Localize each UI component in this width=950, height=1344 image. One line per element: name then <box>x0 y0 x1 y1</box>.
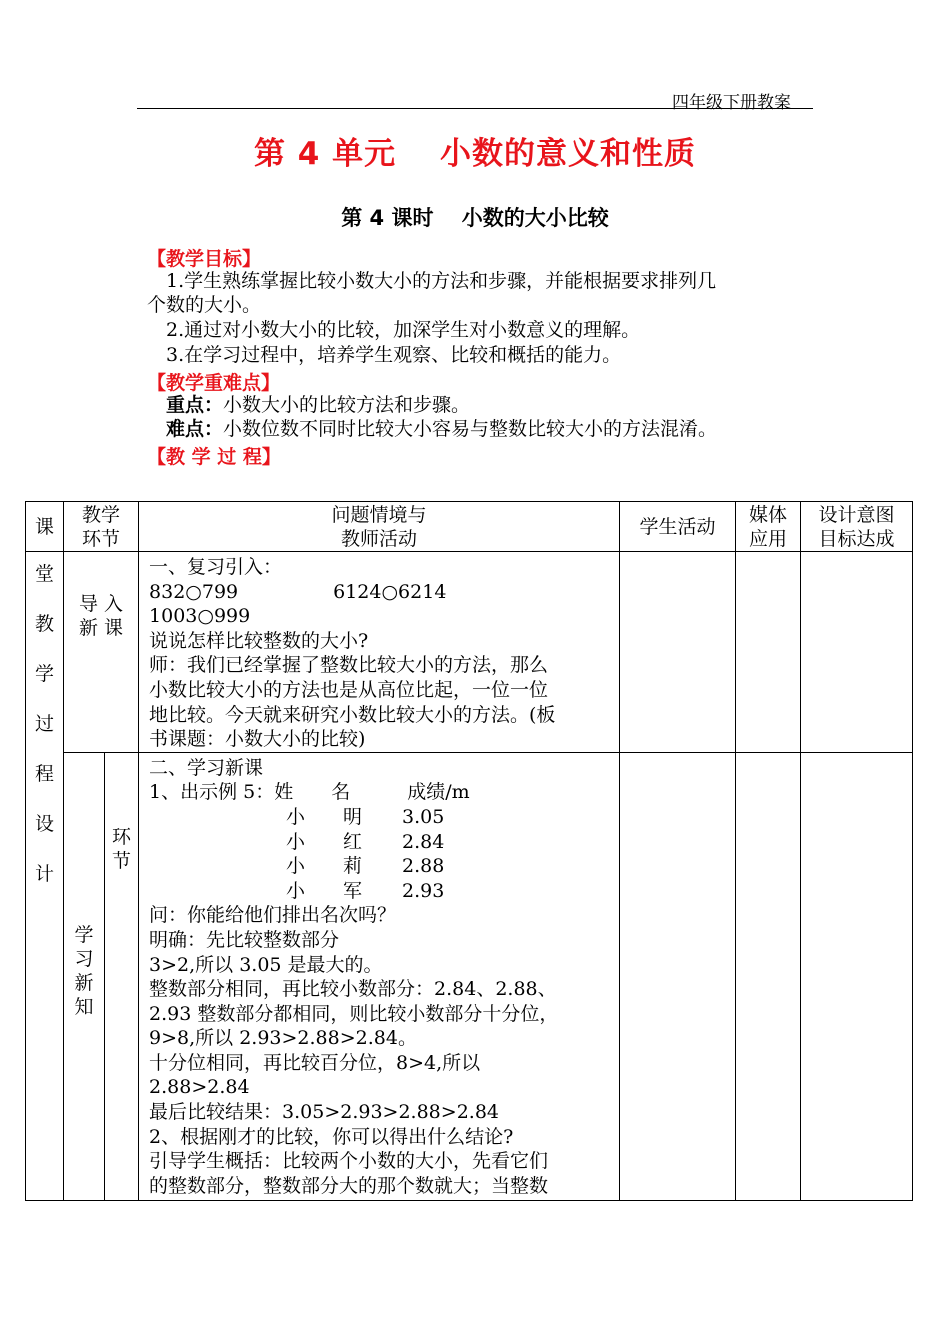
header-design <box>801 502 913 552</box>
side-char: 程 <box>34 763 54 785</box>
content-line: 1003○999 <box>149 605 251 628</box>
content-line: 1、出示例 5：姓 名 成绩/m <box>149 781 470 804</box>
student-activity-cell <box>620 752 736 1200</box>
content-line: 地比较。今天就来研究小数比较大小的方法。(板 <box>149 703 556 726</box>
content-line: 整数部分相同，再比较小数部分：2.84、2.88、 <box>149 978 557 1001</box>
sub-stage-char: 环 <box>112 825 132 848</box>
stage-new-knowledge <box>64 752 105 1200</box>
student-activity-cell <box>620 552 736 753</box>
content-line: 2、根据刚才的比较，你可以得出什么结论? <box>149 1125 514 1148</box>
key-points-heading: 【教学重难点】 <box>147 372 281 394</box>
lesson-title: 第 4 课时 小数的大小比较 <box>341 206 609 230</box>
goal-line: 1.学生熟练掌握比较小数大小的方法和步骤，并能根据要求排列几 <box>166 270 717 292</box>
content-line: 最后比较结果：3.05>2.93>2.88>2.84 <box>149 1101 499 1124</box>
goal-line: 3.在学习过程中，培养学生观察、比较和概括的能力。 <box>166 344 622 366</box>
stage-intro-line2: 新 课 <box>78 617 124 639</box>
stage-char: 习 <box>74 947 94 970</box>
header-activity-line2: 教师活动 <box>341 527 418 550</box>
sub-stage <box>105 752 139 1200</box>
header-media-line1: 媒体 <box>749 503 788 526</box>
content-line: 问：你能给他们排出名次吗？ <box>149 904 397 927</box>
unit-title: 第 4 单元 小数的意义和性质 <box>254 136 696 172</box>
content-line: 说说怎样比较整数的大小? <box>149 629 369 652</box>
design-cell <box>801 552 913 753</box>
goal-line: 2.通过对小数大小的比较，加深学生对小数意义的理解。 <box>166 319 641 341</box>
goal-line: 个数的大小。 <box>147 294 262 316</box>
difficulty-line <box>166 417 717 441</box>
student-score: 3.05 <box>402 805 445 828</box>
media-cell <box>736 552 801 753</box>
intro-content <box>139 552 620 753</box>
student-name: 小 莉 <box>286 855 363 878</box>
content-line: 的整数部分，整数部分大的那个数就大；当整数 <box>149 1174 549 1197</box>
content-line: 十分位相同，再比较百分位，8>4,所以 <box>149 1051 481 1074</box>
stage-intro-line1: 导 入 <box>78 593 124 615</box>
difficulty-label: 难点： <box>166 418 224 440</box>
media-cell <box>736 752 801 1200</box>
focus-line <box>166 393 470 417</box>
focus-label: 重点： <box>166 394 224 416</box>
design-cell <box>801 752 913 1200</box>
student-name: 小 军 <box>286 879 363 902</box>
content-line: 9>8,所以 2.93>2.88>2.84。 <box>149 1027 417 1050</box>
table-row-new-knowledge <box>26 752 913 1200</box>
header-stage <box>64 502 139 552</box>
content-line: 2.93 整数部分都相同，则比较小数部分十分位， <box>149 1002 559 1025</box>
side-char: 教 <box>34 613 54 635</box>
student-score-row <box>149 854 619 879</box>
side-char: 计 <box>34 863 54 885</box>
student-name: 小 明 <box>286 805 363 828</box>
student-score: 2.84 <box>402 830 445 853</box>
content-line: 师：我们已经掌握了整数比较大小的方法，那么 <box>149 654 549 677</box>
document-label: 四年级下册教案 <box>672 93 791 113</box>
process-heading: 【教 学 过 程】 <box>147 446 281 468</box>
student-name: 小 红 <box>286 830 363 853</box>
header-activity-line1: 问题情境与 <box>331 503 427 526</box>
stage-intro <box>64 552 139 753</box>
header-activity <box>139 502 620 552</box>
header-divider <box>137 108 813 109</box>
focus-text: 小数大小的比较方法和步骤。 <box>223 394 471 416</box>
difficulty-text: 小数位数不同时比较大小容易与整数比较大小的方法混淆。 <box>223 418 718 440</box>
header-stage-line2: 环节 <box>82 527 121 550</box>
header-design-line1: 设计意图 <box>818 503 895 526</box>
content-line: 小数比较大小的方法也是从高位比起，一位一位 <box>149 678 549 701</box>
table-header-row <box>26 502 913 552</box>
side-char: 学 <box>34 663 54 685</box>
stage-char: 学 <box>74 923 94 946</box>
header-student-activity: 学生活动 <box>620 502 736 552</box>
content-line: 832○799 6124○6214 <box>149 580 447 603</box>
student-score-row <box>149 830 619 855</box>
lesson-plan-table <box>25 501 913 1201</box>
content-line: 3>2,所以 3.05 是最大的。 <box>149 953 383 976</box>
goals-heading: 【教学目标】 <box>147 248 262 270</box>
header-design-line2: 目标达成 <box>818 527 895 550</box>
stage-char: 新 <box>74 971 94 994</box>
content-line: 2.88>2.84 <box>149 1076 250 1099</box>
content-line: 二、学习新课 <box>149 756 264 779</box>
content-line: 书课题：小数大小的比较) <box>149 728 366 751</box>
header-media <box>736 502 801 552</box>
side-char: 堂 <box>34 563 54 585</box>
header-stage-line1: 教学 <box>82 503 121 526</box>
header-ketang: 课 <box>26 502 64 552</box>
student-score-row <box>149 879 619 904</box>
table-row-intro <box>26 552 913 753</box>
stage-char: 知 <box>74 995 94 1018</box>
content-line: 引导学生概括：比较两个小数的大小，先看它们 <box>149 1150 549 1173</box>
side-char: 过 <box>34 713 54 735</box>
content-line: 明确：先比较整数部分 <box>149 928 340 951</box>
new-knowledge-content <box>139 752 620 1200</box>
side-char: 设 <box>34 813 54 835</box>
side-label-column <box>26 552 64 1201</box>
header-media-line2: 应用 <box>749 527 788 550</box>
student-score: 2.88 <box>402 855 445 878</box>
student-score-row <box>149 805 619 830</box>
sub-stage-char: 节 <box>112 849 132 872</box>
content-line: 一、复习引入： <box>149 556 283 578</box>
student-score: 2.93 <box>402 879 445 902</box>
